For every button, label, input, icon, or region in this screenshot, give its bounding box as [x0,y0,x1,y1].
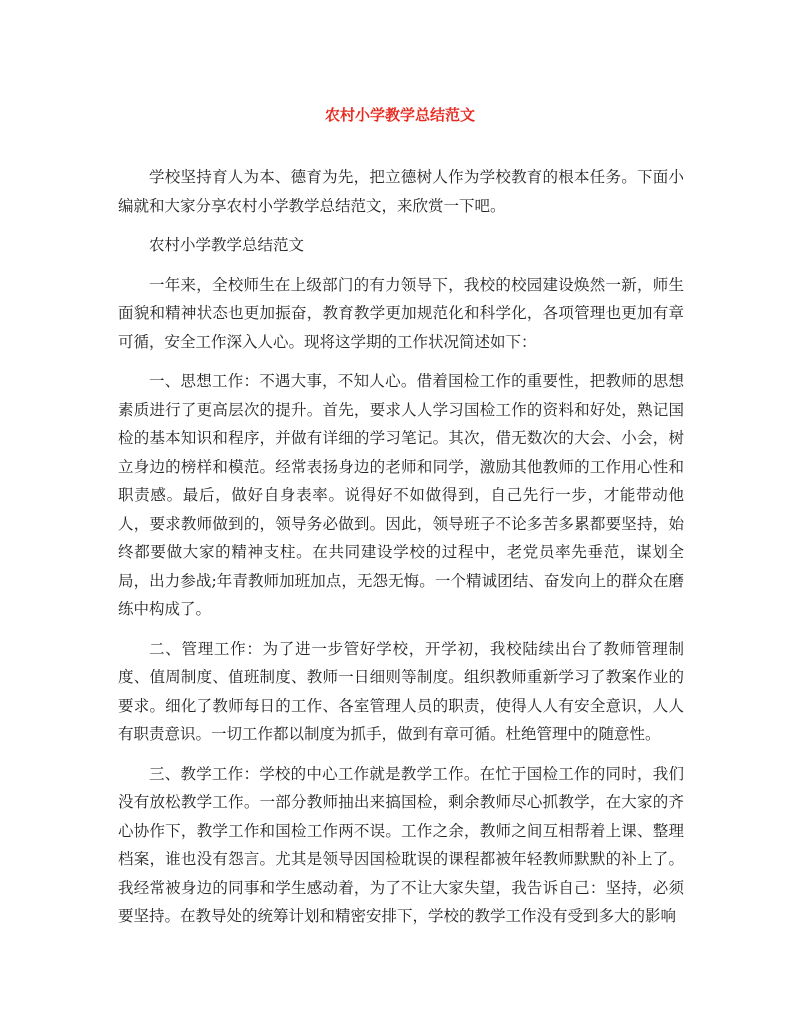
management-work-paragraph: 二、管理工作：为了进一步管好学校，开学初，我校陆续出台了教师管理制度、值周制度、值班制度、教师一日细则等制度。组织教师重新学习了教案作业的要求。细化了教师每日的工作、各室管理人员的职责，使得人人有安全意识，人人有职责意识。一切工作都以制度为抓手，做到有章可循。杜绝管理中的随意性。 [118,639,684,743]
document-body [118,163,684,942]
subheading-paragraph: 农村小学教学总结范文 [149,236,305,254]
ideology-work-paragraph: 一、思想工作：不遇大事，不知人心。借着国检工作的重要性，把教师的思想素质进行了更高层次的提升。首先，要求人人学习国检工作的资料和好处，熟记国检的基本知识和程序，并做有详细的学习笔记。其次，借无数次的大会、小会，树立身边的榜样和模范。经常表扬身边的老师和同学，激励其他教师的工作用心性和职责感。最后，做好自身表率。说得好不如做得到，自己先行一步，才能带动他人，要求教师做到的，领导务必做到。因此，领导班子不论多苦多累都要坚持，始终都要做大家的精神支柱。在共同建设学校的过程中，老党员率先垂范，谋划全局，出力参战;年青教师加班加点，无怨无悔。一个精诚团结、奋发向上的群众在磨练中构成了。 [118,372,684,618]
teaching-work-paragraph: 三、教学工作：学校的中心工作就是教学工作。在忙于国检工作的同时，我们没有放松教学工作。一部分教师抽出来搞国检，剩余教师尽心抓教学，在大家的齐心协作下，教学工作和国检工作两不误。工作之余，教师之间互相帮着上课、整理档案，谁也没有怨言。尤其是领导因国检耽误的课程都被年轻教师默默的补上了。我经常被身边的同事和学生感动着，为了不让大家失望，我告诉自己：坚持，必须要坚持。在教导处的统筹计划和精密安排下，学校的教学工作没有受到多大的影响 [118,764,684,925]
overview-paragraph: 一年来，全校师生在上级部门的有力领导下，我校的校园建设焕然一新，师生面貌和精神状态也更加振奋，教育教学更加规范化和科学化，各项管理也更加有章可循，安全工作深入人心。现将这学期的工作状况简述如下： [118,275,684,351]
intro-paragraph: 学校坚持育人为本、德育为先，把立德树人作为学校教育的根本任务。下面小编就和大家分享农村小学教学总结范文，来欣赏一下吧。 [118,168,684,215]
document-title: 农村小学教学总结范文 [324,106,475,124]
